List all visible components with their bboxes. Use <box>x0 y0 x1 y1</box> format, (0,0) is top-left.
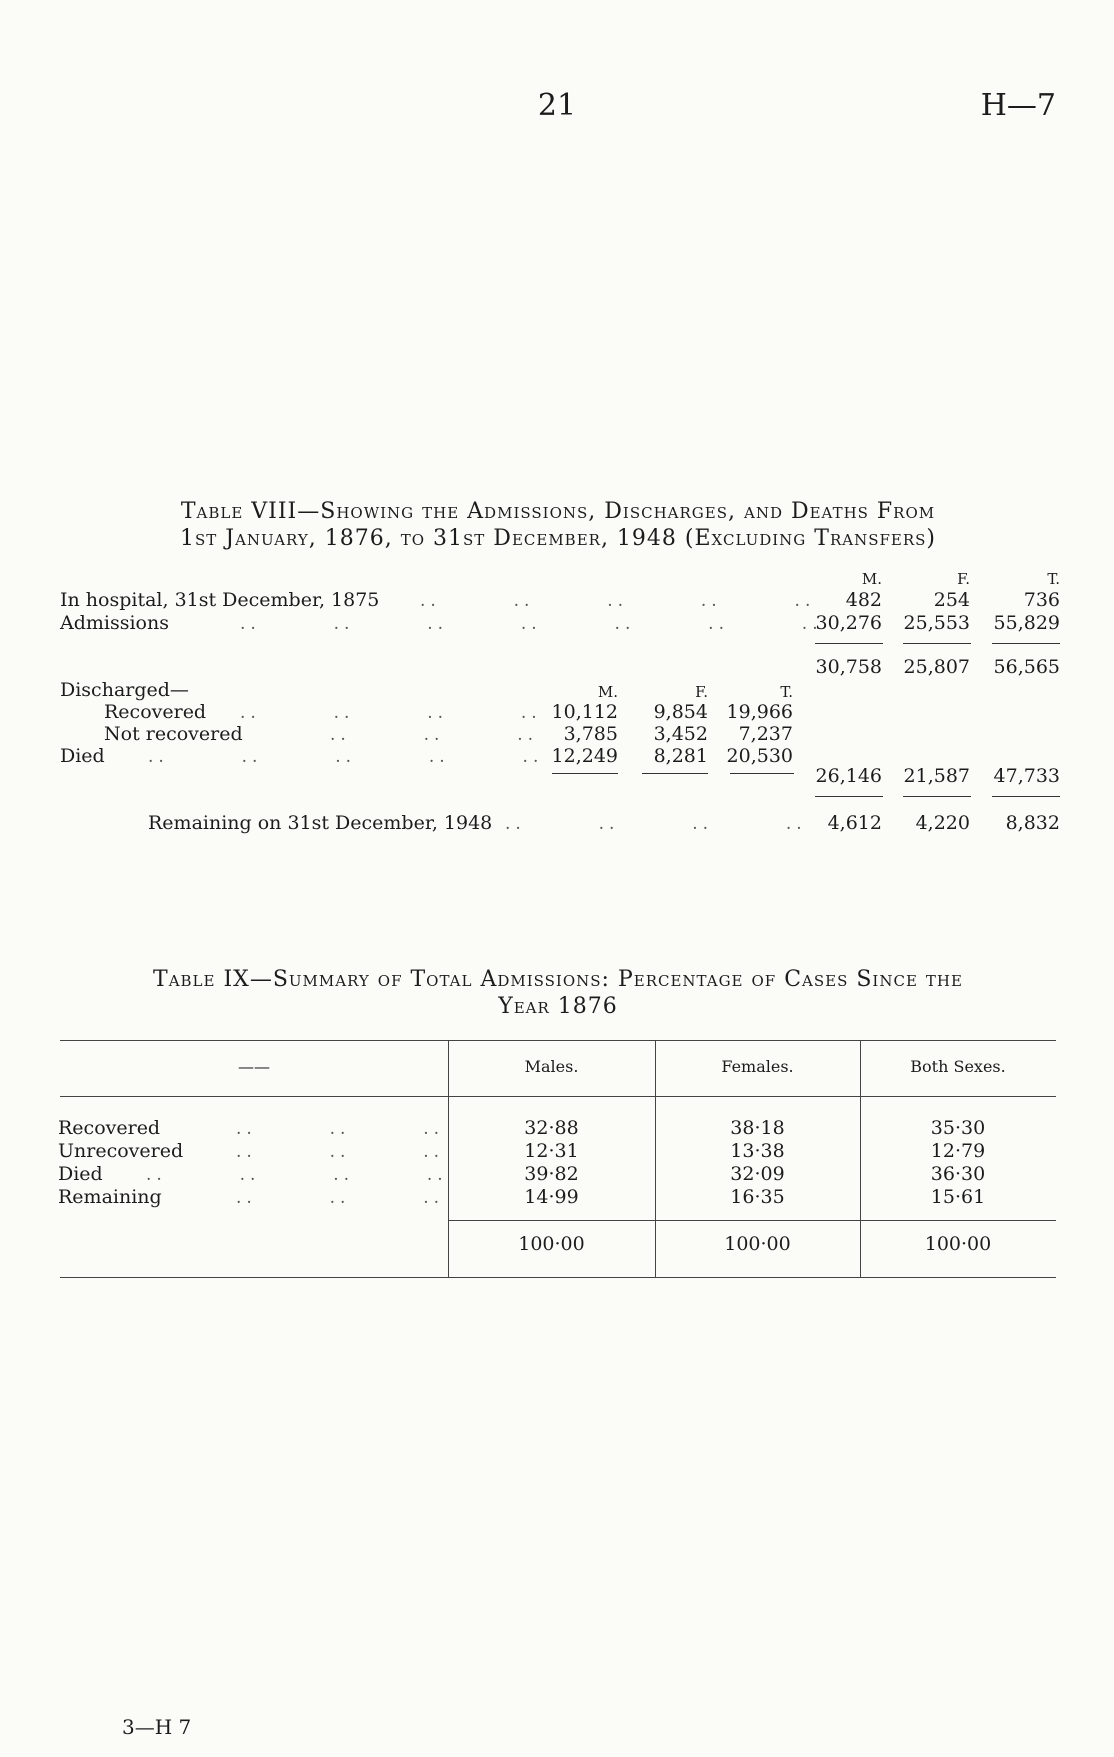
t8-recovered-t: 19,966 <box>726 701 793 723</box>
t9-total-females: 100·00 <box>724 1233 791 1255</box>
t9-total-rule <box>448 1220 1056 1221</box>
t8-sub-header-t: T. <box>780 683 793 701</box>
t8-discharged-total-t: 47,733 <box>993 765 1060 787</box>
t9-cell-females: 16·35 <box>730 1186 785 1208</box>
t9-leader: .. .. .. .. <box>146 1165 448 1185</box>
t8-in-hospital-f: 254 <box>933 589 970 611</box>
t9-leader: .. .. .. <box>236 1142 445 1162</box>
t8-admissions-m: 30,276 <box>815 612 882 634</box>
t8-died-t: 20,530 <box>726 745 793 767</box>
t8-died-f: 8,281 <box>653 745 708 767</box>
table9-title-line1: Table IX—Summary of Total Admissions: Percentage of Cases Since the <box>153 967 963 992</box>
t9-cell-both: 15·61 <box>930 1186 986 1208</box>
t9-cell-females: 38·18 <box>730 1117 785 1139</box>
t9-row-label: Recovered <box>58 1117 161 1139</box>
t9-cell-both: 35·30 <box>930 1117 986 1139</box>
t8-in-hospital-t: 736 <box>1023 589 1060 611</box>
t9-bottom-rule <box>60 1277 1056 1278</box>
t8-leader: .. .. .. .. .. <box>148 747 544 767</box>
t8-sub-header-m: M. <box>597 683 618 701</box>
t9-row-label: Unrecovered <box>58 1140 184 1162</box>
t9-row-label: Remaining <box>58 1186 162 1208</box>
t9-cell-males: 39·82 <box>524 1163 579 1185</box>
t8-not-recovered-t: 7,237 <box>738 723 793 745</box>
t9-cell-both: 36·30 <box>930 1163 986 1185</box>
t8-remaining-rule-t <box>992 796 1060 797</box>
t8-died-label: Died <box>60 745 105 767</box>
page-footer: 3—H 7 <box>122 1715 192 1739</box>
t8-header-f: F. <box>957 570 970 588</box>
t8-recovered-f: 9,854 <box>653 701 708 723</box>
t9-leader: .. .. .. <box>236 1188 445 1208</box>
t8-discharged-rule-m <box>552 773 618 774</box>
t8-died-m: 12,249 <box>551 745 618 767</box>
t8-recovered-label: Recovered <box>104 701 207 723</box>
t9-cell-males: 32·88 <box>524 1117 579 1139</box>
t8-header-t: T. <box>1047 570 1060 588</box>
t9-row-label: Died <box>58 1163 103 1185</box>
t9-cell-males: 12·31 <box>524 1140 579 1162</box>
t9-cell-females: 13·38 <box>730 1140 785 1162</box>
page-number: 21 <box>537 88 577 123</box>
t8-discharged-rule-f <box>642 773 708 774</box>
t9-col-header-females: Females. <box>721 1057 794 1076</box>
t8-subtotal-rule-m <box>815 643 883 644</box>
table9-title-line2: Year 1876 <box>498 994 618 1019</box>
t8-leader: .. .. .. .. <box>505 814 807 834</box>
t8-leader: .. .. .. <box>330 725 539 745</box>
t8-remaining-rule-m <box>815 796 883 797</box>
page-reference: H—7 <box>980 88 1056 123</box>
t9-cell-males: 14·99 <box>524 1186 579 1208</box>
t9-col-header-both: Both Sexes. <box>910 1057 1006 1076</box>
t8-discharged-rule-t <box>730 773 794 774</box>
t8-leader: .. .. .. .. <box>240 703 542 723</box>
t8-subtotal-rule-t <box>992 643 1060 644</box>
t8-admissions-f: 25,553 <box>903 612 970 634</box>
t8-subtotal-rule-f <box>903 643 971 644</box>
t9-total-both: 100·00 <box>924 1233 992 1255</box>
t8-remaining-m: 4,612 <box>827 812 882 834</box>
t8-header-m: M. <box>861 570 882 588</box>
t8-remaining-t: 8,832 <box>1005 812 1060 834</box>
t9-cell-both: 12·79 <box>930 1140 986 1162</box>
t8-in-hospital-m: 482 <box>845 589 882 611</box>
t8-not-recovered-m: 3,785 <box>563 723 618 745</box>
table8-title-line1: Table VIII—Showing the Admissions, Discharges, and Deaths From <box>180 499 936 524</box>
t8-remaining-f: 4,220 <box>915 812 970 834</box>
t8-in-hospital-label: In hospital, 31st December, 1875 <box>60 589 380 611</box>
table8-title-line2: 1st January, 1876, to 31st December, 1948 (Excluding Transfers) <box>179 526 936 551</box>
t8-leader: .. .. .. .. .. <box>420 591 816 611</box>
t8-subtotal-t: 56,565 <box>993 656 1060 678</box>
t8-discharged-total-m: 26,146 <box>815 765 882 787</box>
t9-header-rule <box>60 1096 1056 1097</box>
t9-top-rule <box>60 1040 1056 1041</box>
t8-admissions-t: 55,829 <box>993 612 1060 634</box>
t9-col-header-blank: —— <box>238 1057 270 1076</box>
t8-subtotal-m: 30,758 <box>815 656 882 678</box>
t9-total-males: 100·00 <box>518 1233 585 1255</box>
t8-subtotal-f: 25,807 <box>903 656 970 678</box>
t8-discharged-label: Discharged— <box>60 679 189 701</box>
t8-recovered-m: 10,112 <box>551 701 618 723</box>
t8-admissions-label: Admissions <box>60 612 169 634</box>
t8-leader: .. .. .. .. .. .. .. <box>240 614 823 634</box>
t8-sub-header-f: F. <box>695 683 708 701</box>
t8-remaining-label: Remaining on 31st December, 1948 <box>148 812 493 834</box>
t8-not-recovered-label: Not recovered <box>104 723 243 745</box>
t9-cell-females: 32·09 <box>730 1163 785 1185</box>
t9-leader: .. .. .. <box>236 1119 445 1139</box>
t9-col-header-males: Males. <box>524 1057 579 1076</box>
t8-discharged-total-f: 21,587 <box>903 765 970 787</box>
t8-not-recovered-f: 3,452 <box>653 723 708 745</box>
t8-remaining-rule-f <box>903 796 971 797</box>
